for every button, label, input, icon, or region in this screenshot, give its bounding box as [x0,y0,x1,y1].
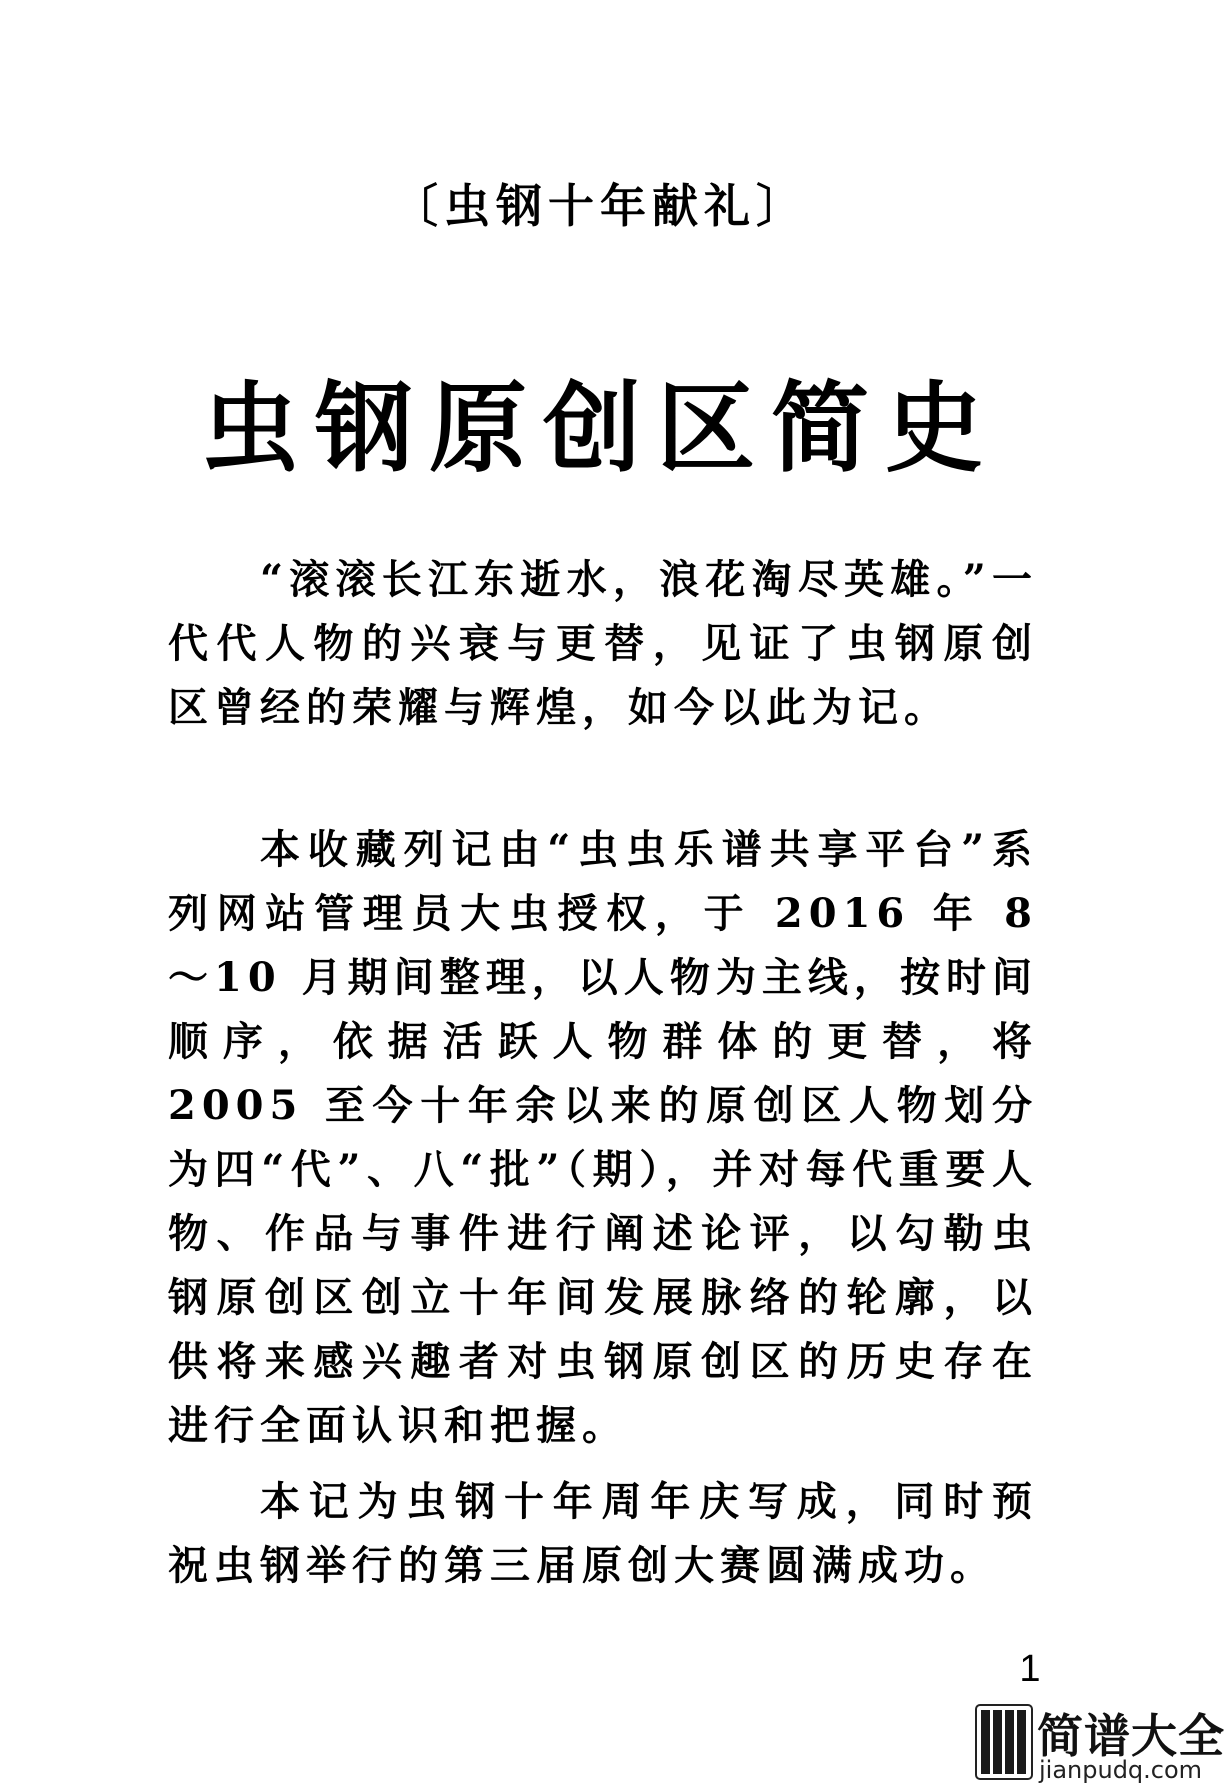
paragraph-dedication: 本记为虫钢十年周年庆写成，同时预祝虫钢举行的第三届原创大赛圆满成功。 [168,1478,1038,1589]
paragraph-intro: “滚滚长江东逝水，浪花淘尽英雄。”一代代人物的兴衰与更替，见证了虫钢原创区曾经的荣耀与辉煌，如今以此为记。 [168,556,1038,731]
watermark-url: jianpudq.com [1039,1756,1203,1784]
paragraph-description: 本收藏列记由“虫虫乐谱共享平台”系列网站管理员大虫授权，于 2016 年 8～10 月期间整理，以人物为主线，按时间顺序，依据活跃人物群体的更替，将 2005 至今十年余以来的原创区人物划分为四“代”、八“批”（期），并对每代重要人物、作品与事件进行阐述论评，以勾勒虫钢原创区创立十年间发展脉络的轮廓，以供将来感兴趣者对虫钢原创区的历史存在进行全面认识和把握。 [168,826,1038,1449]
document-title: 虫钢原创区简史 [200,371,999,486]
piano-keys-icon [975,1704,1033,1780]
page-number: 1 [1019,1648,1041,1690]
watermark-brand: 简谱大全 [1037,1709,1225,1763]
site-watermark [975,1700,1225,1784]
document-subtitle: 〔虫钢十年献礼〕 [392,179,808,233]
